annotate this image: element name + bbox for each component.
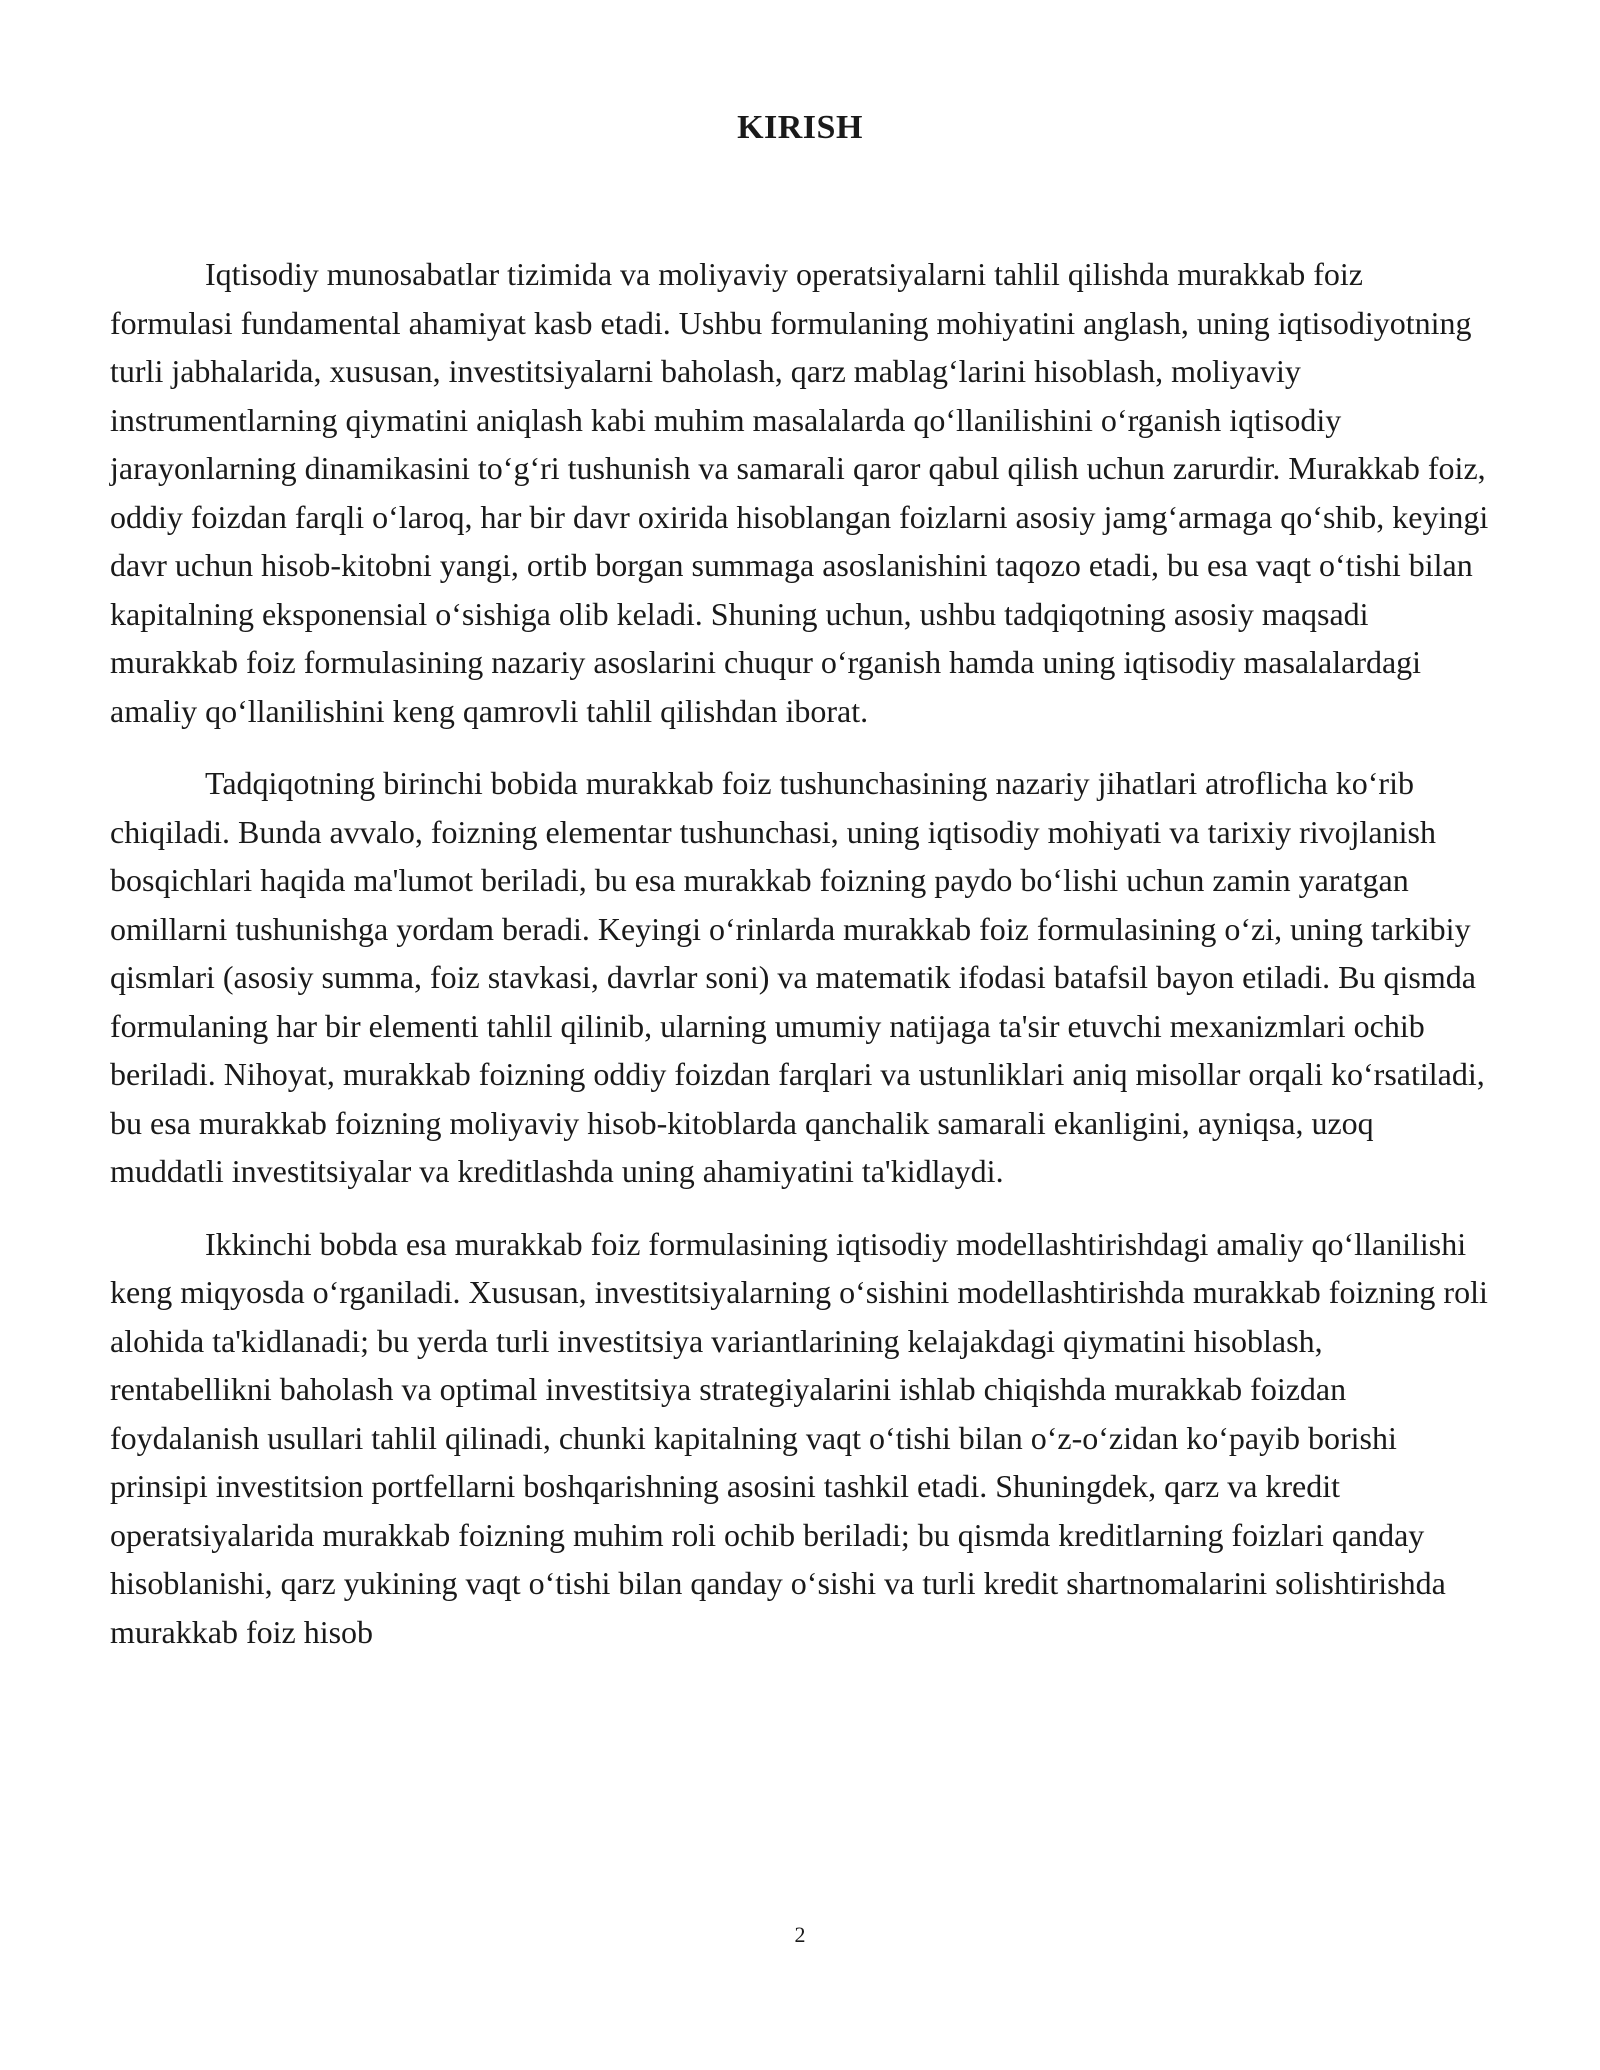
paragraph-2: Tadqiqotning birinchi bobida murakkab foiz tushunchasining nazariy jihatlari atroflicha ko‘rib chiqiladi. Bunda avvalo, foizning elementar tushunchasi, uning iqtisodiy mohiyati va tarixiy rivojlanish bosqichlari haqida ma'lumot beriladi, bu esa murakkab foizning paydo bo‘lishi uchun zamin yaratgan omillarni tushunishga yordam beradi. Keyingi o‘rinlarda murakkab foiz formulasining o‘zi, uning tarkibiy qismlari (asosiy summa, foiz stavkasi, davrlar soni) va matematik ifodasi batafsil bayon etiladi. Bu qismda formulaning har bir elementi tahlil qilinib, ularning umumiy natijaga ta'sir etuvchi mexanizmlari ochib beriladi. Nihoyat, murakkab foizning oddiy foizdan farqlari va ustunliklari aniq misollar orqali ko‘rsatiladi, bu esa murakkab foizning moliyaviy hisob-kitoblarda qanchalik samarali ekanligini, ayniqsa, uzoq muddatli investitsiyalar va kreditlashda uning ahamiyatini ta'kidlaydi.: [110, 765, 1485, 1189]
document-body: [110, 250, 1490, 1680]
page-title: KIRISH: [737, 109, 863, 146]
paragraph-3: Ikkinchi bobda esa murakkab foiz formulasining iqtisodiy modellashtirishdagi amaliy qo‘llanilishi keng miqyosda o‘rganiladi. Xususan, investitsiyalarning o‘sishini modellashtirishda murakkab foizning roli alohida ta'kidlanadi; bu yerda turli investitsiya variantlarining kelajakdagi qiymatini hisoblash, rentabellikni baholash va optimal investitsiya strategiyalarini ishlab chiqishda murakkab foizdan foydalanish usullari tahlil qilinadi, chunki kapitalning vaqt o‘tishi bilan o‘z-o‘zidan ko‘payib borishi prinsipi investitsion portfellarni boshqarishning asosini tashkil etadi. Shuningdek, qarz va kredit operatsiyalarida murakkab foizning muhim roli ochib beriladi; bu qismda kreditlarning foizlari qanday hisoblanishi, qarz yukining vaqt o‘tishi bilan qanday o‘sishi va turli kredit shartnomalarini solishtirishda murakkab foiz hisob: [110, 1225, 1488, 1650]
page-number: 2: [794, 1922, 806, 1947]
paragraph-1: Iqtisodiy munosabatlar tizimida va moliyaviy operatsiyalarni tahlil qilishda murakkab foiz formulasi fundamental ahamiyat kasb etadi. Ushbu formulaning mohiyatini anglash, uning iqtisodiyotning turli jabhalarida, xususan, investitsiyalarni baholash, qarz mablag‘larini hisoblash, moliyaviy instrumentlarning qiymatini aniqlash kabi muhim masalalarda qo‘llanilishini o‘rganish iqtisodiy jarayonlarning dinamikasini to‘g‘ri tushunish va samarali qaror qabul qilish uchun zarurdir. Murakkab foiz, oddiy foizdan farqli o‘laroq, har bir davr oxirida hisoblangan foizlarni asosiy jamg‘armaga qo‘shib, keyingi davr uchun hisob-kitobni yangi, ortib borgan summaga asoslanishini taqozo etadi, bu esa vaqt o‘tishi bilan kapitalning eksponensial o‘sishiga olib keladi. Shuning uchun, ushbu tadqiqotning asosiy maqsadi murakkab foiz formulasining nazariy asoslarini chuqur o‘rganish hamda uning iqtisodiy masalalardagi amaliy qo‘llanilishini keng qamrovli tahlil qilishdan iborat.: [110, 256, 1489, 729]
